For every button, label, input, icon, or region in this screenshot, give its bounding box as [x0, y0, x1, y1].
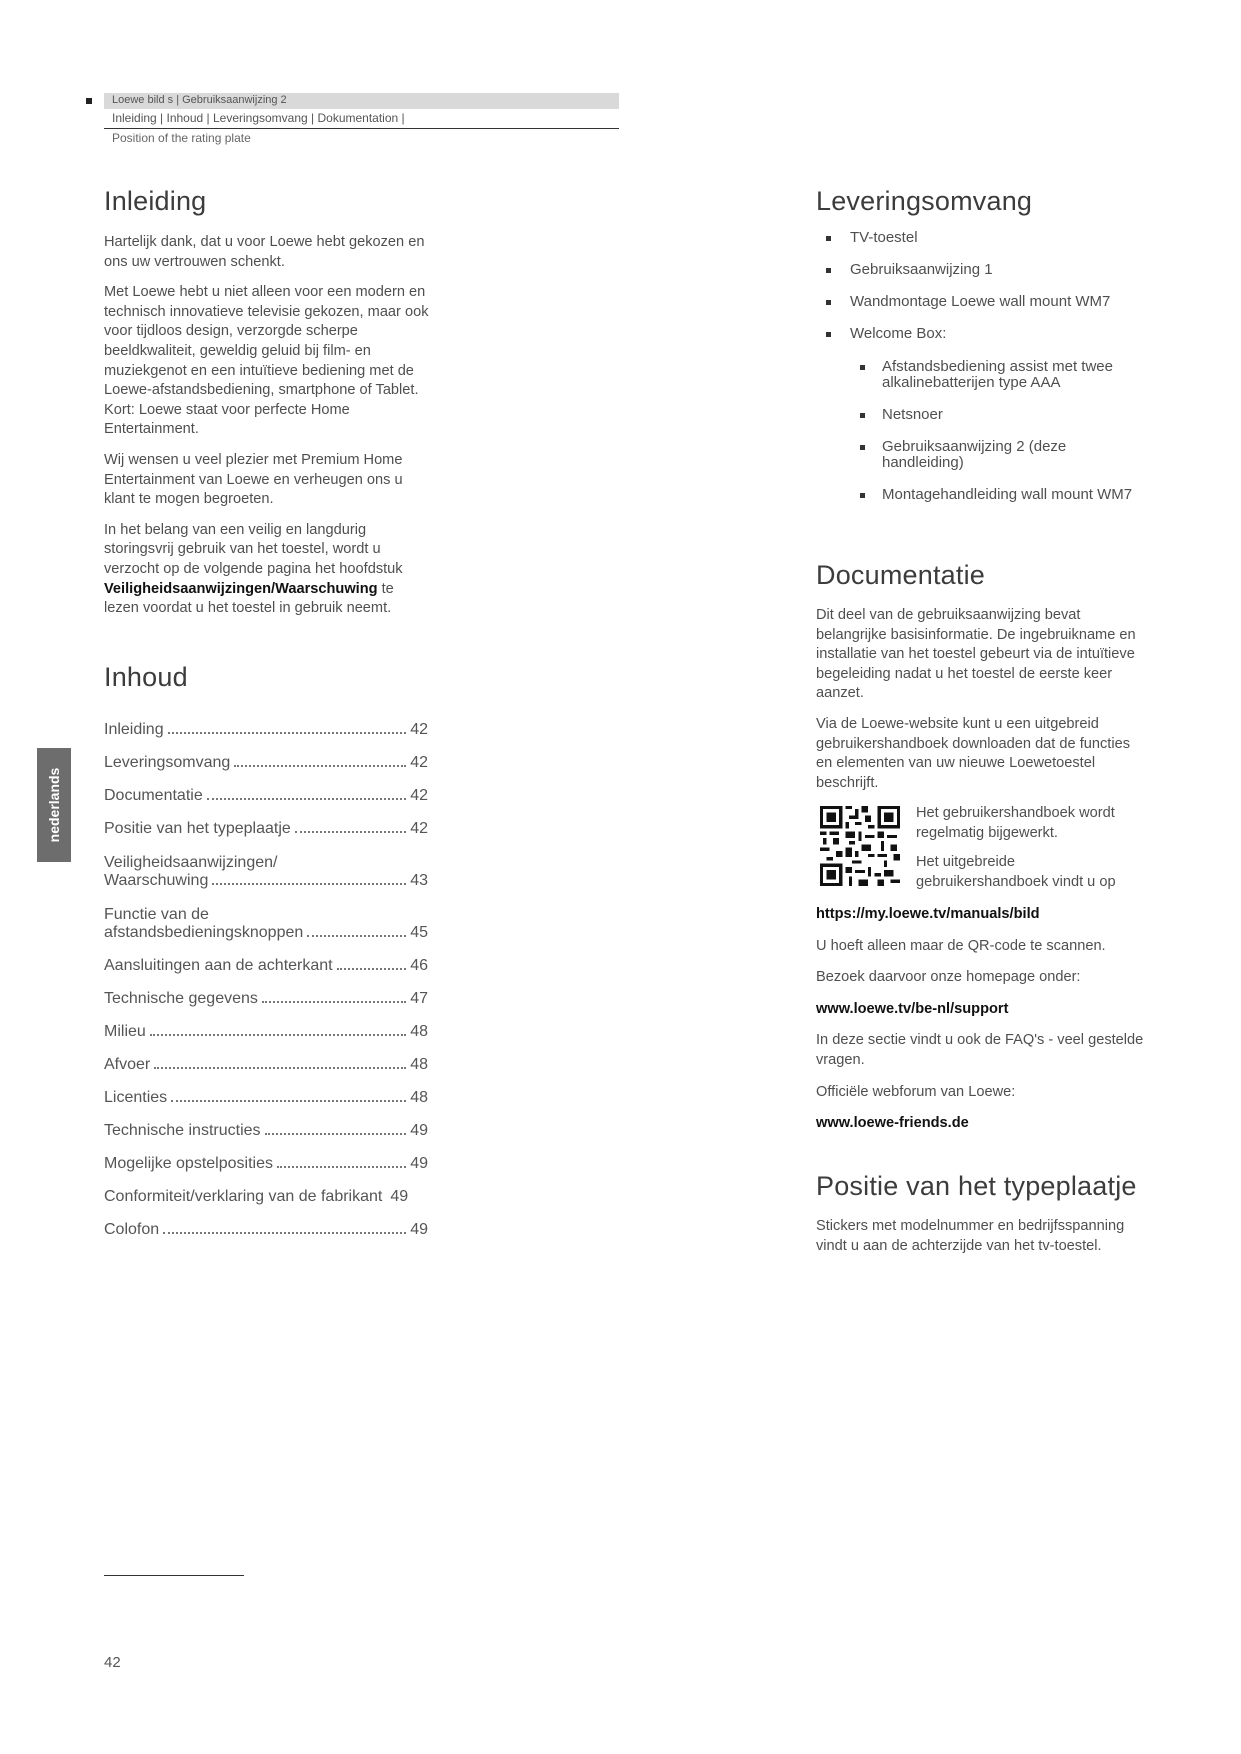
page-number: 42 — [104, 1654, 121, 1671]
documentation-heading: Documentatie — [816, 560, 985, 590]
toc-entry-page: 48 — [410, 1023, 428, 1040]
toc-entry-page: 47 — [410, 990, 428, 1007]
toc-entry[interactable] — [104, 975, 428, 1008]
safety-chapter-reference: Veiligheidsaanwijzingen/Waarschuwing — [104, 580, 378, 597]
intro-safety-pre: In het belang van een veilig en langdurig storingsvrij gebruik van het toestel, wordt u verzocht op de volgende pagina het hoofdstuk — [104, 521, 403, 577]
toc-leader — [265, 1133, 407, 1135]
welcome-box-list — [860, 359, 1146, 503]
toc-entry-page: 48 — [410, 1089, 428, 1106]
toc-entry-label: Waarschuwing — [104, 872, 209, 889]
qr-paragraph: Het uitgebreide gebruikershandboek vindt u op — [916, 854, 1116, 890]
documentation-paragraph: Officiële webforum van Loewe: — [816, 1083, 1016, 1100]
intro-paragraph: Hartelijk dank, dat u voor Loewe hebt gekozen en ons uw vertrouwen schenkt. — [104, 234, 425, 270]
toc-entry-page: 48 — [410, 1056, 428, 1073]
list-item-welcome-box — [826, 325, 1146, 503]
documentation-text — [816, 606, 1142, 804]
qr-code-text — [916, 804, 1146, 902]
toc-entry[interactable] — [104, 706, 428, 739]
toc-entry[interactable] — [104, 772, 428, 805]
toc-entry-label: Technische gegevens — [104, 990, 258, 1007]
toc-entry[interactable] — [104, 1008, 428, 1041]
documentation-paragraph: U hoeft alleen maar de QR-code te scannen. — [816, 937, 1106, 954]
toc-entry-label: Technische instructies — [104, 1122, 261, 1139]
toc-leader — [337, 968, 407, 970]
toc-entry-label: Aansluitingen aan de achterkant — [104, 957, 333, 974]
toc-entry[interactable] — [104, 1074, 428, 1107]
header-chapters: Inleiding | Inhoud | Leveringsomvang | Dokumentation | — [112, 111, 405, 125]
intro-safety-post: te lezen voordat u het toestel in gebruik neemt. — [104, 580, 394, 617]
toc-entry-label-line1: Veiligheidsaanwijzingen/ — [104, 854, 278, 871]
toc-entry-page: 49 — [410, 1221, 428, 1238]
documentation-paragraph: Dit deel van de gebruiksaanwijzing bevat belangrijke basisinformatie. De ingebruikname en installatie van het toestel gebeurt via de intuïtieve begeleiding nadat u het toestel de eerste keer aanzet. — [816, 607, 1136, 702]
toc-leader — [168, 732, 407, 734]
toc-entry-page: 42 — [410, 721, 428, 738]
header-rule — [104, 128, 619, 129]
toc-entry[interactable] — [104, 1107, 428, 1140]
toc-entry[interactable] — [104, 1140, 428, 1173]
intro-text — [104, 233, 432, 630]
toc-entry-label: Afvoer — [104, 1056, 151, 1073]
rating-plate-heading: Positie van het typeplaatje — [816, 1171, 1137, 1201]
toc-entry[interactable] — [104, 1206, 428, 1239]
toc-entry-label: Positie van het typeplaatje — [104, 820, 291, 837]
toc-entry-label: Inleiding — [104, 721, 164, 738]
toc-entry-page: 49 — [410, 1122, 428, 1139]
toc-entry-label: Mogelijke opstelposities — [104, 1155, 273, 1172]
intro-heading: Inleiding — [104, 186, 207, 216]
language-side-tab — [37, 748, 71, 862]
header-bullet-icon — [86, 98, 92, 104]
toc-entry-page: 49 — [390, 1188, 409, 1205]
list-item: Gebruiksaanwijzing 2 (deze handleiding) — [860, 439, 1146, 471]
list-item: TV-toestel — [826, 229, 1146, 247]
header-breadcrumb: Loewe bild s | Gebruiksaanwijzing 2 — [112, 94, 287, 106]
header-chapters-continued: Position of the rating plate — [112, 131, 251, 145]
toc-leader — [212, 883, 406, 885]
documentation-paragraph: In deze sectie vindt u ook de FAQ's - veel gestelde vragen. — [816, 1032, 1144, 1068]
list-item: Netsnoer — [860, 407, 1146, 423]
toc-leader — [154, 1067, 406, 1069]
toc-leader — [277, 1166, 406, 1168]
toc-entry-label: Colofon — [104, 1221, 160, 1238]
toc-leader — [234, 765, 406, 767]
toc-entry-label-line1: Functie van de — [104, 906, 209, 923]
intro-paragraph: Met Loewe hebt u niet alleen voor een modern en technisch innovatieve televisie gekozen, maar ook voor tijdloos design, verzorgde scherpe beeldkwaliteit, geweldig geluid bij film- en muziekgenot en een intuïtieve bediening met de Loewe-afstandsbediening, smartphone of Tablet. Kort: Loewe staat voor perfecte Home Entertainment. — [104, 284, 429, 438]
toc-entry[interactable] — [104, 1173, 428, 1206]
toc-entry-page: 43 — [410, 872, 428, 889]
manual-link[interactable]: https://my.loewe.tv/manuals/bild — [816, 906, 1040, 922]
support-link[interactable]: www.loewe.tv/be-nl/support — [816, 1000, 1009, 1017]
intro-paragraph: Wij wensen u veel plezier met Premium Home Entertainment van Loewe en verheugen ons u klant te mogen begroeten. — [104, 451, 403, 508]
toc-leader — [207, 798, 406, 800]
toc-entry-page: 42 — [410, 787, 428, 804]
toc-entry-page: 49 — [410, 1155, 428, 1172]
toc-entry[interactable] — [104, 805, 428, 838]
toc-entry[interactable] — [104, 838, 428, 890]
qr-paragraph: Het gebruikershandboek wordt regelmatig bijgewerkt. — [916, 805, 1115, 841]
rating-plate-paragraph: Stickers met modelnummer en bedrijfsspanning vindt u aan de achterzijde van het tv-toestel. — [816, 1218, 1125, 1254]
delivery-list — [826, 229, 1146, 519]
toc-entry-page: 42 — [410, 820, 428, 837]
qr-code-icon[interactable] — [820, 806, 900, 886]
toc-leader — [163, 1232, 406, 1234]
toc-entry[interactable] — [104, 942, 428, 975]
documentation-paragraph: Via de Loewe-website kunt u een uitgebreid gebruikershandboek downloaden dat de functies en elementen van uw nieuwe Loewetoestel beschrijft. — [816, 715, 1130, 791]
intro-paragraph-safety — [104, 521, 432, 619]
toc-leader — [262, 1001, 406, 1003]
toc-entry-label: Conformiteit/verklaring van de fabrikant — [104, 1188, 383, 1205]
toc-entry-label: Milieu — [104, 1023, 146, 1040]
toc-entry-label: Leveringsomvang — [104, 754, 231, 771]
toc-entry-label: Licenties — [104, 1089, 168, 1106]
language-side-tab-label: nederlands — [46, 767, 62, 843]
toc-entry[interactable] — [104, 739, 428, 772]
toc-leader — [171, 1100, 406, 1102]
toc-leader — [150, 1034, 406, 1036]
toc-entry-page: 42 — [410, 754, 428, 771]
list-item: Montagehandleiding wall mount WM7 — [860, 487, 1146, 503]
toc-entry-label: afstandsbedieningsknoppen — [104, 924, 304, 941]
documentation-links — [816, 905, 1146, 1146]
footer-rule — [104, 1575, 244, 1576]
rating-plate-text — [816, 1217, 1146, 1267]
toc-entry[interactable] — [104, 890, 428, 942]
list-item: Gebruiksaanwijzing 1 — [826, 261, 1146, 279]
list-item: Wandmontage Loewe wall mount WM7 — [826, 293, 1146, 311]
table-of-contents — [104, 706, 428, 1239]
toc-entry-page: 45 — [410, 924, 428, 941]
toc-entry[interactable] — [104, 1041, 428, 1074]
documentation-paragraph: Bezoek daarvoor onze homepage onder: — [816, 969, 1081, 986]
toc-entry-label: Documentatie — [104, 787, 203, 804]
toc-leader — [307, 935, 406, 937]
welcome-box-label: Welcome Box: — [850, 325, 947, 342]
toc-heading: Inhoud — [104, 662, 188, 692]
toc-entry-page: 46 — [410, 957, 428, 974]
toc-leader — [295, 831, 406, 833]
list-item: Afstandsbediening assist met twee alkalinebatterijen type AAA — [860, 359, 1146, 391]
forum-link[interactable]: www.loewe-friends.de — [816, 1115, 969, 1132]
delivery-heading: Leveringsomvang — [816, 186, 1033, 216]
